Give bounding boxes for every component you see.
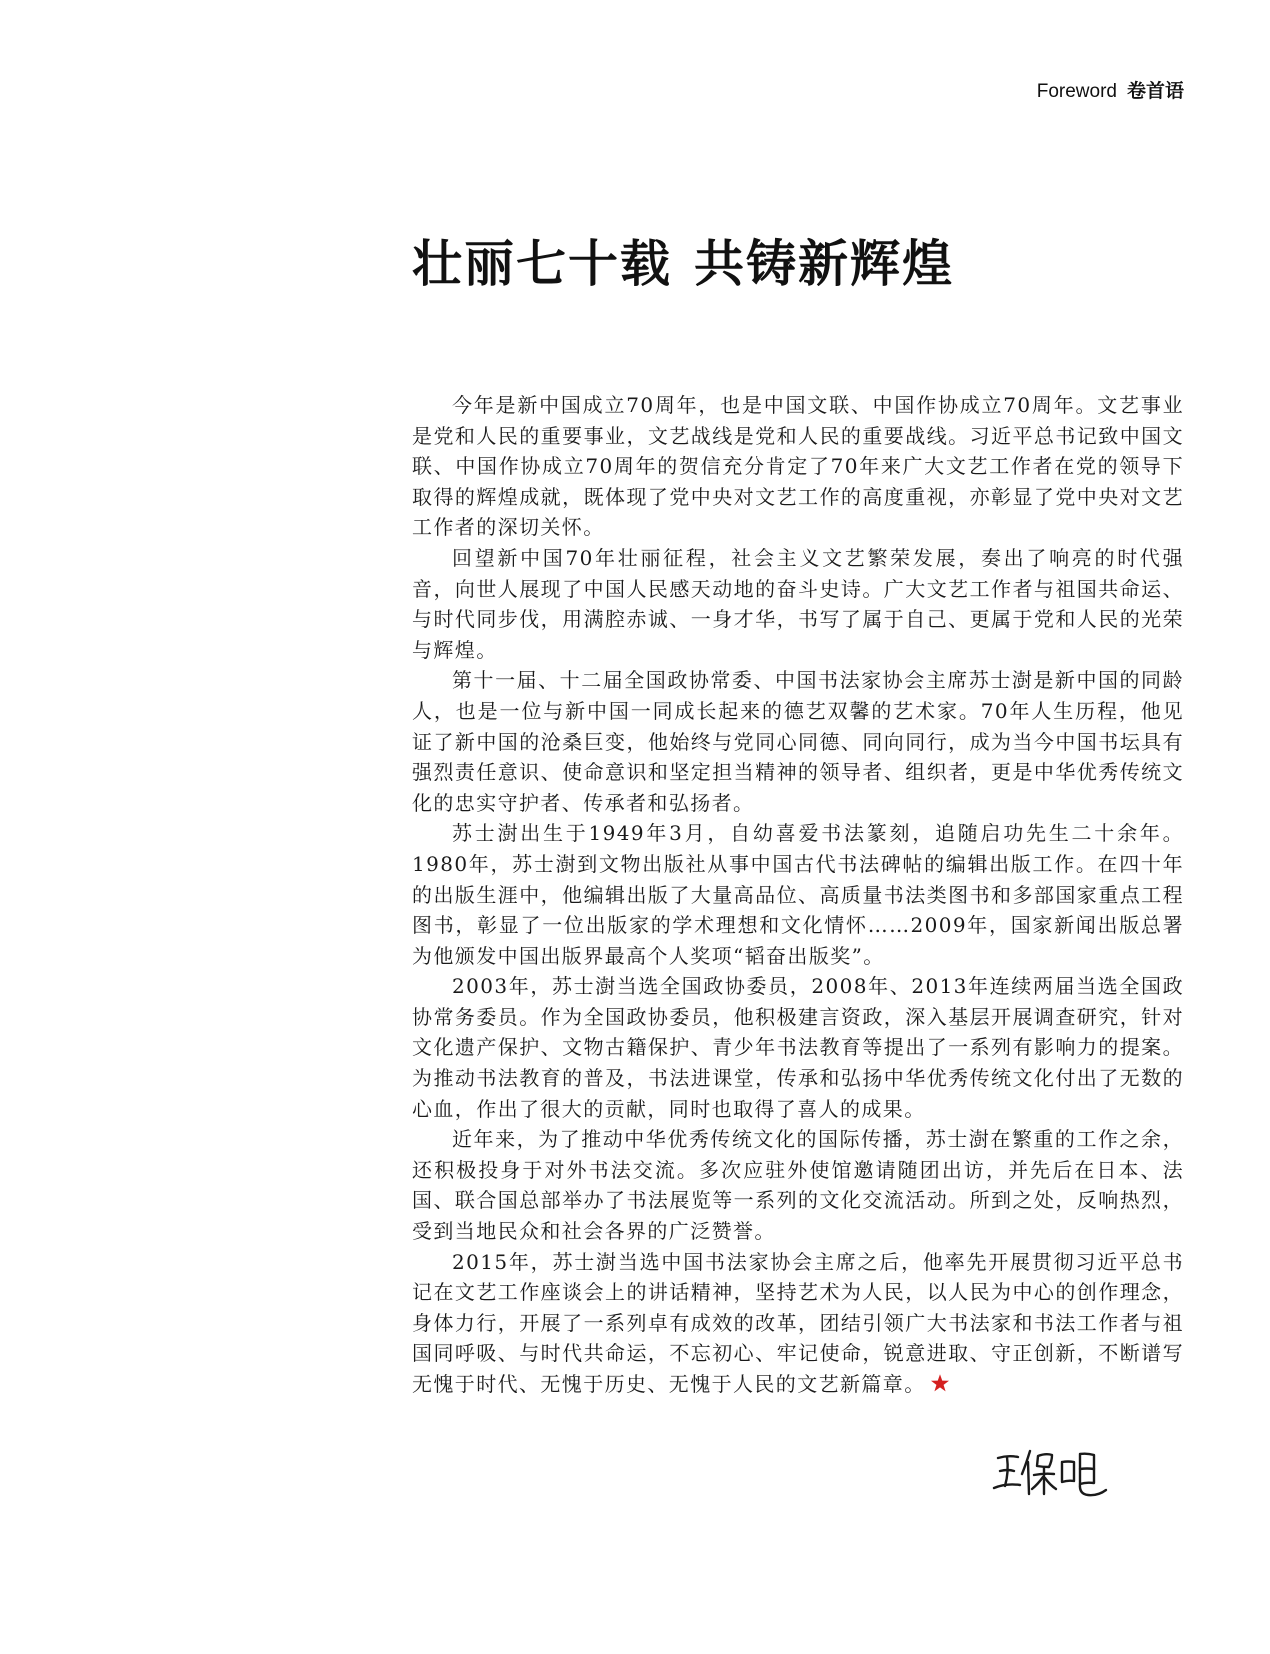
paragraph: 今年是新中国成立70周年，也是中国文联、中国作协成立70周年。文艺事业是党和人民的重要事业，文艺战线是党和人民的重要战线。习近平总书记致中国文联、中国作协成立70周年的贺信充分肯定了70年来广大文艺工作者在党的领导下取得的辉煌成就，既体现了党中央对文艺工作的高度重视，亦彰显了党中央对文艺工作者的深切关怀。 [412,393,1184,540]
paragraph: 回望新中国70年壮丽征程，社会主义文艺繁荣发展，奏出了响亮的时代强音，向世人展现了中国人民感天动地的奋斗史诗。广大文艺工作者与祖国共命运、与时代同步伐，用满腔赤诚、一身才华，书写了属于自己、更属于党和人民的光荣与辉煌。 [412,545,1184,662]
section-label-en: Foreword [1036,81,1117,102]
article-body [412,390,1184,1400]
paragraph: 第十一届、十二届全国政协常委、中国书法家协会主席苏士澍是新中国的同龄人，也是一位与新中国一同成长起来的德艺双馨的艺术家。70年人生历程，他见证了新中国的沧桑巨变，他始终与党同心同德、同向同行，成为当今中国书坛具有强烈责任意识、使命意识和坚定担当精神的领导者、组织者，更是中华优秀传统文化的忠实守护者、传承者和弘扬者。 [412,668,1184,815]
title-part-2: 共铸新辉煌 [694,234,954,293]
title-part-1: 壮丽七十载 [412,234,672,293]
paragraph: 近年来，为了推动中华优秀传统文化的国际传播，苏士澍在繁重的工作之余，还积极投身于对外书法交流。多次应驻外使馆邀请随团出访，并先后在日本、法国、联合国总部举办了书法展览等一系列的文化交流活动。所到之处，反响热烈，受到当地民众和社会各界的广泛赞誉。 [412,1127,1184,1244]
article-title [412,224,954,296]
author-signature [990,1442,1110,1502]
paragraph: 2003年，苏士澍当选全国政协委员，2008年、2013年连续两届当选全国政协常务委员。作为全国政协委员，他积极建言资政，深入基层开展调查研究，针对文化遗产保护、文物古籍保护、青少年书法教育等提出了一系列有影响力的提案。为推动书法教育的普及，书法进课堂，传承和弘扬中华优秀传统文化付出了无数的心血，作出了很大的贡献，同时也取得了喜人的成果。 [412,974,1184,1121]
section-label-zh: 卷首语 [1126,81,1184,102]
section-header [1037,76,1184,103]
star-icon [930,1373,950,1393]
paragraph: 苏士澍出生于1949年3月，自幼喜爱书法篆刻，追随启功先生二十余年。1980年，苏士澍到文物出版社从事中国古代书法碑帖的编辑出版工作。在四十年的出版生涯中，他编辑出版了大量高品位、高质量书法类图书和多部国家重点工程图书，彰显了一位出版家的学术理想和文化情怀……2009年，国家新闻出版总署为他颁发中国出版界最高个人奖项“韬奋出版奖”。 [412,821,1184,968]
paragraph-text: 2015年，苏士澍当选中国书法家协会主席之后，他率先开展贯彻习近平总书记在文艺工作座谈会上的讲话精神，坚持艺术为人民，以人民为中心的创作理念，身体力行，开展了一系列卓有成效的改革，团结引领广大书法家和书法工作者与祖国同呼吸、与时代共命运，不忘初心、牢记使命，锐意进取、守正创新，不断谱写无愧于时代、无愧于历史、无愧于人民的文艺新篇章。 [412,1249,1184,1396]
last-paragraph [412,1247,1184,1400]
